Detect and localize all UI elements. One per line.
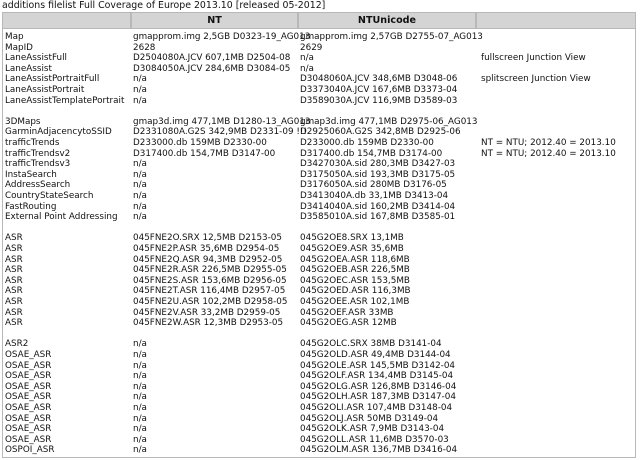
cell-notes: NT = NTU; 2012.40 = 2013.10	[481, 148, 616, 159]
cell-name: Map	[5, 32, 24, 42]
cell-nt: n/a	[133, 180, 147, 191]
cell-nt: 045FNE2V.ASR 33,2MB D2959-05	[133, 307, 281, 318]
cell-name: LaneAssist	[5, 63, 52, 74]
cell-nt: n/a	[133, 360, 147, 371]
cell-nt: n/a	[133, 371, 147, 382]
header-cell-name	[2, 12, 131, 29]
table-row	[0, 308, 640, 318]
cell-nt: D3084050A.JCV 284,6MB D3084-05	[133, 63, 291, 74]
header-cell-nt: NT	[131, 12, 298, 29]
table-row	[0, 392, 640, 402]
table-row	[0, 106, 640, 116]
cell-nt: n/a	[133, 201, 147, 212]
cell-nt: 045FNE2T.ASR 116,4MB D2957-05	[133, 286, 286, 297]
cell-ntunicode: 045G2OEA.ASR 118,6MB	[300, 254, 410, 265]
table-row	[0, 276, 640, 286]
table-row	[0, 212, 640, 222]
header-cell-ntunicode: NTUnicode	[298, 12, 476, 29]
table-row	[0, 170, 640, 180]
table-row	[0, 159, 640, 169]
cell-notes: fullscreen Junction View	[481, 53, 586, 64]
cell-nt: n/a	[133, 403, 147, 413]
cell-ntunicode: 045G2OED.ASR 116,3MB	[300, 286, 411, 297]
cell-nt: n/a	[133, 392, 147, 403]
cell-ntunicode: 045G2OLL.ASR 11,6MB D3570-03	[300, 434, 449, 445]
table-row	[0, 424, 640, 434]
cell-ntunicode: 045G2OLH.ASR 187,3MB D3147-04	[300, 392, 456, 403]
cell-ntunicode: D3589030A.JCV 116,9MB D3589-03	[300, 95, 458, 106]
cell-ntunicode: 045G2OE8.SRX 13,1MB	[300, 233, 404, 244]
cell-name: LaneAssistPortraitFull	[5, 74, 100, 85]
table-row	[0, 297, 640, 307]
table-row	[0, 96, 640, 106]
cell-nt: 2628	[133, 42, 156, 53]
cell-name: trafficTrends	[5, 138, 60, 148]
cell-name: ASR	[5, 254, 23, 265]
cell-ntunicode: 045G2OLM.ASR 136,7MB D3416-04	[300, 445, 458, 456]
cell-name: OSAE_ASR	[5, 392, 52, 403]
cell-name: OSPOI_ASR	[5, 445, 55, 456]
cell-ntunicode: D2925060A.G2S 342,8MB D2925-06	[300, 127, 461, 138]
table-row	[0, 435, 640, 445]
cell-name: FastRouting	[5, 201, 57, 212]
cell-nt: 045FNE2U.ASR 102,2MB D2958-05	[133, 297, 288, 307]
cell-nt: n/a	[133, 424, 147, 435]
table-row	[0, 85, 640, 95]
table-row	[0, 180, 640, 190]
cell-ntunicode: 045G2OLF.ASR 134,4MB D3145-04	[300, 371, 454, 382]
cell-ntunicode: D3048060A.JCV 348,6MB D3048-06	[300, 74, 458, 85]
table-row	[0, 32, 640, 42]
cell-ntunicode: gmapprom.img 2,57GB D2755-07_AG013	[300, 32, 483, 42]
table-row	[0, 255, 640, 265]
cell-nt: n/a	[133, 191, 147, 201]
table-row	[0, 223, 640, 233]
cell-ntunicode: D3585010A.sid 167,8MB D3585-01	[300, 212, 456, 223]
cell-name: trafficTrendsv2	[5, 148, 71, 159]
table-row	[0, 64, 640, 74]
cell-name: ASR2	[5, 339, 29, 350]
cell-name: OSAE_ASR	[5, 434, 52, 445]
table-row	[0, 329, 640, 339]
table-row	[0, 138, 640, 148]
table-row	[0, 286, 640, 296]
cell-name: ASR	[5, 244, 23, 254]
table-row	[0, 74, 640, 84]
table-row	[0, 414, 640, 424]
cell-nt: n/a	[133, 339, 147, 350]
cell-name: OSAE_ASR	[5, 371, 52, 382]
cell-name: ASR	[5, 265, 23, 276]
cell-name: LaneAssistPortrait	[5, 85, 85, 95]
cell-nt: n/a	[133, 159, 147, 170]
cell-ntunicode: n/a	[300, 53, 314, 64]
table-row	[0, 191, 640, 201]
cell-name: GarminAdjacencytoSSID	[5, 127, 112, 138]
cell-name: ASR	[5, 307, 23, 318]
cell-nt: gmap3d.img 477,1MB D1280-13_AG013	[133, 116, 311, 127]
cell-nt: D2504080A.JCV 607,1MB D2504-08	[133, 53, 291, 64]
cell-ntunicode: n/a	[300, 63, 314, 74]
cell-nt: 045FNE2S.ASR 153,6MB D2956-05	[133, 275, 287, 286]
cell-nt: n/a	[133, 212, 147, 223]
cell-ntunicode: D3175050A.sid 193,3MB D3175-05	[300, 169, 456, 180]
table-row	[0, 382, 640, 392]
cell-notes: NT = NTU; 2012.40 = 2013.10	[481, 138, 616, 148]
table-row	[0, 361, 640, 371]
table-row	[0, 318, 640, 328]
table-row	[0, 233, 640, 243]
cell-ntunicode: 045G2OLD.ASR 49,4MB D3144-04	[300, 350, 451, 360]
table-row	[0, 149, 640, 159]
table-row	[0, 371, 640, 381]
cell-nt: gmapprom.img 2,5GB D0323-19_AG013	[133, 32, 311, 42]
cell-name: AddressSearch	[5, 180, 71, 191]
cell-name: InstaSearch	[5, 169, 57, 180]
cell-nt: n/a	[133, 445, 147, 456]
table-row	[0, 127, 640, 137]
table-row	[0, 403, 640, 413]
cell-nt: 045FNE2W.ASR 12,3MB D2953-05	[133, 318, 284, 329]
cell-ntunicode: D317400.db 154,7MB D3174-00	[300, 148, 443, 159]
cell-nt: n/a	[133, 413, 147, 424]
cell-name: ASR	[5, 318, 23, 329]
cell-nt: n/a	[133, 381, 147, 392]
cell-name: LaneAssistTemplatePortrait	[5, 95, 125, 106]
cell-ntunicode: 2629	[300, 42, 323, 53]
cell-ntunicode: 045G2OLG.ASR 126,8MB D3146-04	[300, 381, 457, 392]
cell-ntunicode: 045G2OLE.ASR 145,5MB D3142-04	[300, 360, 456, 371]
cell-name: External Point Addressing	[5, 212, 118, 223]
cell-nt: n/a	[133, 169, 147, 180]
cell-name: OSAE_ASR	[5, 403, 52, 413]
cell-name: OSAE_ASR	[5, 360, 52, 371]
cell-ntunicode: D3373040A.JCV 167,6MB D3373-04	[300, 85, 458, 95]
cell-nt: D233000.db 159MB D2330-00	[133, 138, 267, 148]
cell-name: OSAE_ASR	[5, 424, 52, 435]
table-row	[0, 43, 640, 53]
cell-name: OSAE_ASR	[5, 413, 52, 424]
cell-ntunicode: 045G2OE9.ASR 35,6MB	[300, 244, 404, 254]
cell-ntunicode: 045G2OLI.ASR 107,4MB D3148-04	[300, 403, 453, 413]
table-row	[0, 53, 640, 63]
cell-notes: splitscreen Junction View	[481, 74, 591, 85]
table-row	[0, 339, 640, 349]
cell-name: MapID	[5, 42, 33, 53]
cell-ntunicode: 045G2OEE.ASR 102,1MB	[300, 297, 410, 307]
cell-ntunicode: 045G2OLK.ASR 7,9MB D3143-04	[300, 424, 445, 435]
cell-nt: n/a	[133, 95, 147, 106]
cell-name: OSAE_ASR	[5, 381, 52, 392]
cell-name: ASR	[5, 275, 23, 286]
cell-name: CountryStateSearch	[5, 191, 94, 201]
table-row	[0, 117, 640, 127]
table-row	[0, 350, 640, 360]
cell-nt: 045FNE2P.ASR 35,6MB D2954-05	[133, 244, 280, 254]
cell-ntunicode: 045G2OLC.SRX 38MB D3141-04	[300, 339, 442, 350]
cell-nt: n/a	[133, 74, 147, 85]
cell-ntunicode: D3414040A.sid 160,2MB D3414-04	[300, 201, 456, 212]
cell-nt: D317400.db 154,7MB D3147-00	[133, 148, 276, 159]
cell-nt: n/a	[133, 350, 147, 360]
cell-ntunicode: 045G2OLJ.ASR 50MB D3149-04	[300, 413, 439, 424]
table-row	[0, 202, 640, 212]
cell-ntunicode: 045G2OEF.ASR 33MB	[300, 307, 394, 318]
cell-name: trafficTrendsv3	[5, 159, 71, 170]
cell-name: 3DMaps	[5, 116, 41, 127]
cell-name: ASR	[5, 297, 23, 307]
cell-name: LaneAssistFull	[5, 53, 67, 64]
cell-name: OSAE_ASR	[5, 350, 52, 360]
cell-nt: D2331080A.G2S 342,9MB D2331-09 !!!	[133, 127, 307, 138]
table-row	[0, 445, 640, 455]
cell-name: ASR	[5, 286, 23, 297]
cell-nt: 045FNE2R.ASR 226,5MB D2955-05	[133, 265, 287, 276]
header-cell-notes	[476, 12, 636, 29]
page-title: additions filelist Full Coverage of Europe 2013.10 [released 05-2012]	[2, 0, 326, 11]
cell-ntunicode: gmap3d.img 477,1MB D2975-06_AG013	[300, 116, 478, 127]
cell-nt: 045FNE2O.SRX 12,5MB D2153-05	[133, 233, 283, 244]
cell-ntunicode: D3176050A.sid 280MB D3176-05	[300, 180, 447, 191]
cell-nt: n/a	[133, 85, 147, 95]
cell-ntunicode: D3427030A.sid 280,3MB D3427-03	[300, 159, 456, 170]
cell-ntunicode: 045G2OEB.ASR 226,5MB	[300, 265, 410, 276]
cell-nt: 045FNE2Q.ASR 94,3MB D2952-05	[133, 254, 283, 265]
cell-ntunicode: D233000.db 159MB D2330-00	[300, 138, 434, 148]
cell-ntunicode: 045G2OEG.ASR 12MB	[300, 318, 397, 329]
cell-ntunicode: 045G2OEC.ASR 153,5MB	[300, 275, 410, 286]
cell-name: ASR	[5, 233, 23, 244]
cell-ntunicode: D3413040A.db 33,1MB D3413-04	[300, 191, 449, 201]
cell-nt: n/a	[133, 434, 147, 445]
table-row	[0, 265, 640, 275]
table-row	[0, 244, 640, 254]
